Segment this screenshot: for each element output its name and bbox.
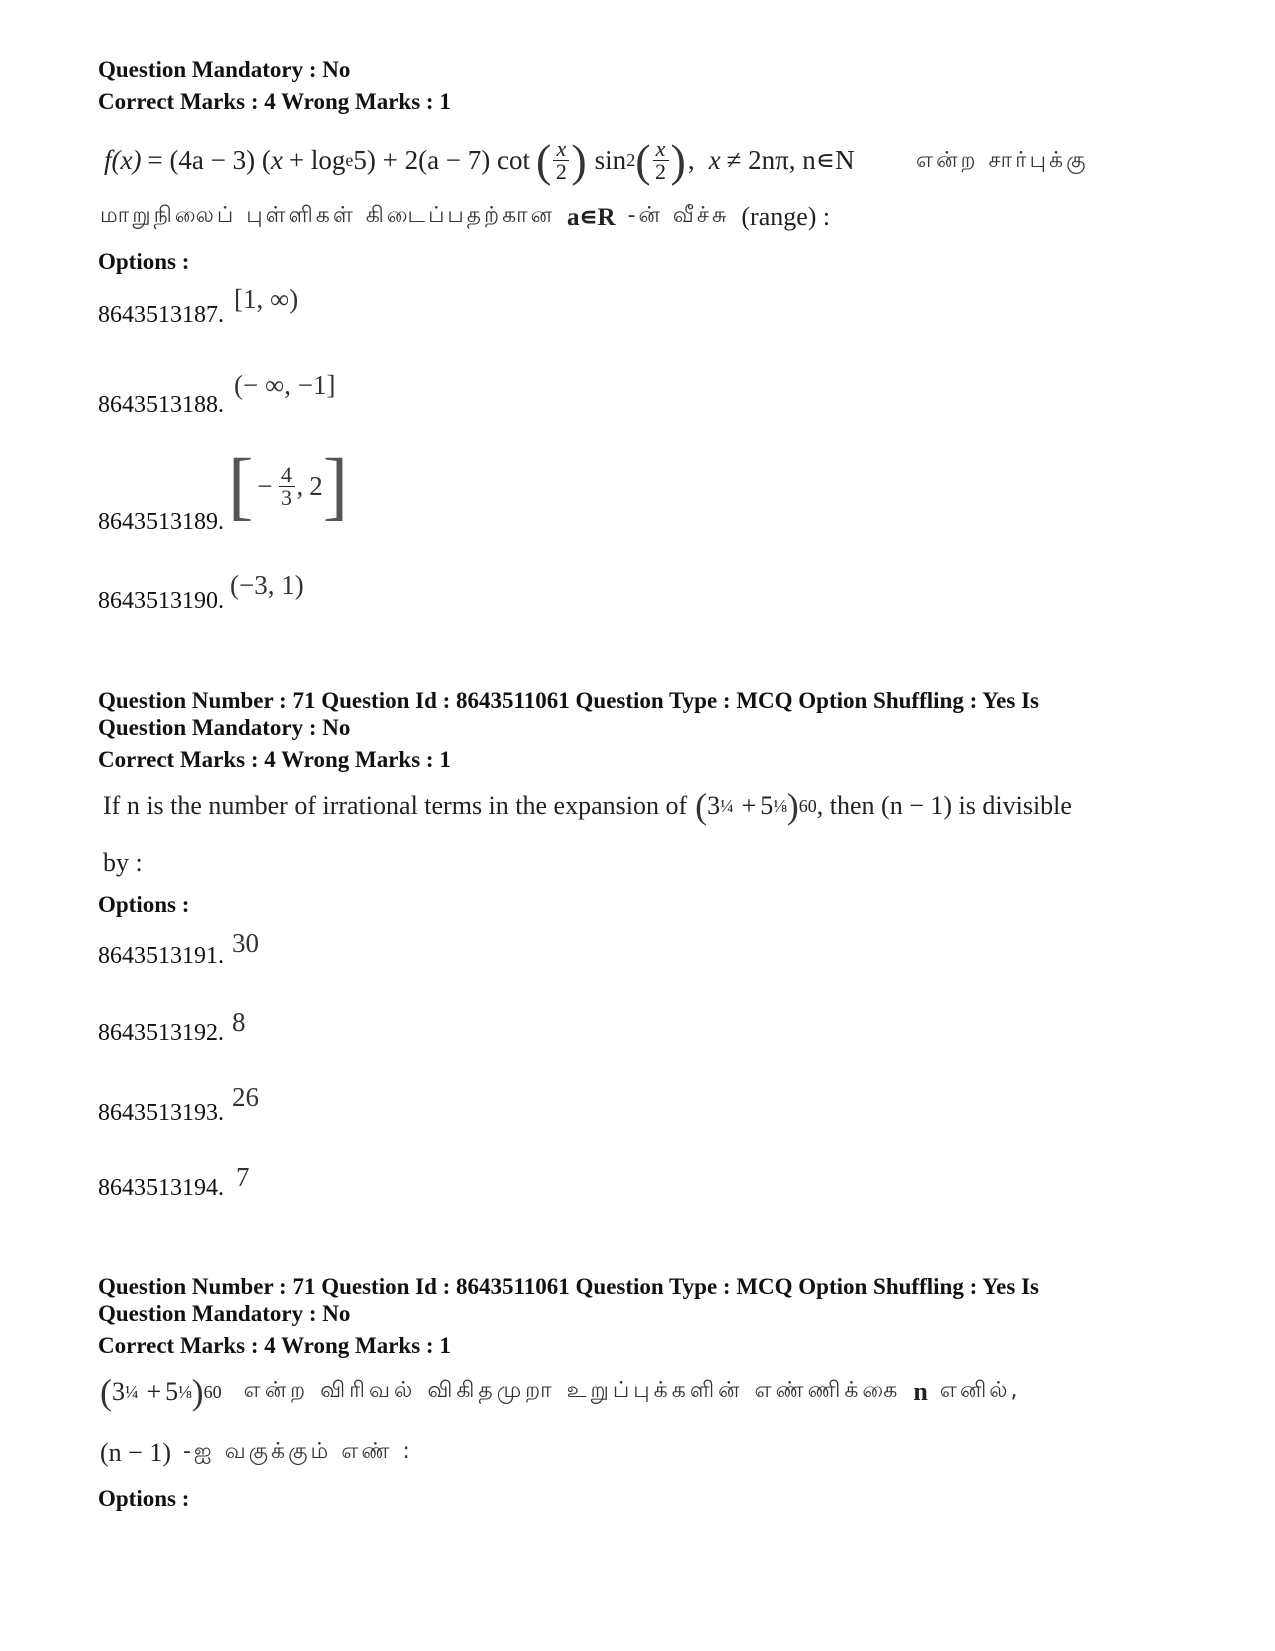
tamil-text: மாறுநிலைப் புள்ளிகள் கிடைப்பதற்கான — [100, 203, 556, 228]
question-mandatory-label: Question Mandatory : No — [98, 1301, 351, 1326]
question-text-part: by : — [103, 848, 143, 877]
exponent: ¼ — [720, 795, 734, 816]
paren-close: ) — [191, 1372, 204, 1412]
plus-sign: + — [146, 1377, 162, 1406]
power: 60 — [798, 795, 817, 816]
exponent: ⅛ — [178, 1381, 192, 1402]
question-line-2 — [100, 1438, 413, 1468]
option-value: [1, ∞) — [234, 284, 299, 314]
sin-power: 2 — [626, 149, 636, 170]
function-expression — [104, 128, 855, 192]
question-mandatory-label: Question Mandatory : No — [98, 57, 351, 82]
option-id: 8643513192. — [98, 1020, 224, 1046]
option-value — [228, 443, 349, 528]
question-line-2 — [100, 202, 830, 232]
question-text-part: If n is the number of irrational terms in the expansion of — [103, 791, 688, 820]
question-header: Question Number : 71 Question Id : 8643511061 Question Type : MCQ Option Shuffling : Yes Is — [98, 1274, 1039, 1299]
power: 60 — [203, 1381, 222, 1402]
option-value: 8 — [232, 1007, 246, 1037]
log-base: e — [345, 149, 354, 170]
plus-sign: + — [741, 791, 757, 820]
option-id: 8643513188. — [98, 392, 224, 418]
options-label: Options : — [98, 892, 190, 917]
expr-comma: , — [687, 144, 695, 175]
fraction-numerator: x — [556, 135, 567, 161]
expression: (n − 1) — [100, 1438, 171, 1467]
option-value: 7 — [236, 1162, 250, 1192]
expr-part: 5) + 2(a − 7) cot — [353, 144, 531, 175]
option-id: 8643513191. — [98, 943, 224, 969]
expr-var: x — [270, 144, 283, 175]
separator: , — [296, 470, 304, 501]
question-text — [100, 1366, 1021, 1418]
paren-open: ( — [695, 786, 708, 826]
exponent: ¼ — [125, 1381, 139, 1402]
base-number: 3 — [112, 1377, 125, 1406]
exponent: ⅛ — [773, 795, 787, 816]
tamil-text: என்ற விரிவல் விகிதமுறா உறுப்புக்களின் எண்ணிக்கை — [243, 1378, 902, 1403]
expr-sin: sin — [594, 144, 627, 175]
question-text — [103, 780, 1072, 832]
paren-close: ) — [786, 786, 799, 826]
marks-label: Correct Marks : 4 Wrong Marks : 1 — [98, 747, 451, 772]
fraction-denominator: 2 — [655, 158, 667, 184]
fraction — [553, 135, 569, 184]
fraction-numerator: x — [655, 135, 666, 161]
bracket-close: ] — [322, 443, 349, 528]
tamil-text: -ன் வீச்சு — [627, 203, 730, 228]
options-label: Options : — [98, 249, 190, 274]
tamil-text: என்ற சார்புக்கு — [916, 148, 1089, 173]
question-mandatory-label: Question Mandatory : No — [98, 715, 351, 740]
paren-close: ) — [670, 134, 686, 186]
domain-symbol: a∊R — [567, 204, 616, 231]
range-label: (range) : — [741, 202, 831, 231]
fraction-numerator: 4 — [281, 461, 293, 487]
fx-symbol: f(x) — [104, 144, 142, 175]
marks-label: Correct Marks : 4 Wrong Marks : 1 — [98, 89, 451, 114]
marks-label: Correct Marks : 4 Wrong Marks : 1 — [98, 1333, 451, 1358]
question-header: Question Number : 71 Question Id : 8643511061 Question Type : MCQ Option Shuffling : Yes Is — [98, 688, 1039, 713]
option-value: 30 — [232, 928, 259, 958]
option-id: 8643513190. — [98, 588, 224, 614]
upper-bound: 2 — [309, 470, 323, 501]
minus-sign: − — [257, 470, 273, 501]
paren-open: ( — [536, 134, 552, 186]
fraction — [653, 135, 669, 184]
expr-condition: ≠ 2nπ, n∊N — [726, 144, 855, 175]
expr-var: x — [708, 144, 721, 175]
option-id: 8643513187. — [98, 302, 224, 328]
option-id: 8643513193. — [98, 1100, 224, 1126]
option-value: (− ∞, −1] — [234, 370, 336, 400]
bracket-open: [ — [228, 443, 254, 528]
tamil-text: எனில், — [939, 1378, 1021, 1403]
paren-open: ( — [635, 134, 651, 186]
fraction-denominator: 2 — [555, 158, 567, 184]
expr-log: + log — [288, 144, 346, 175]
fraction — [279, 461, 295, 510]
paren-open: ( — [100, 1372, 112, 1412]
paren-close: ) — [571, 134, 587, 186]
question-text-part: , then (n − 1) is divisible — [816, 791, 1072, 820]
base-number: 3 — [707, 791, 721, 820]
fraction-denominator: 3 — [281, 484, 293, 510]
option-value: (−3, 1) — [230, 570, 304, 600]
base-number: 5 — [760, 791, 774, 820]
options-label: Options : — [98, 1486, 190, 1511]
option-id: 8643513194. — [98, 1175, 224, 1201]
expr-part: = (4a − 3) ( — [147, 144, 271, 175]
variable-n: n — [913, 1377, 928, 1406]
option-value: 26 — [232, 1082, 259, 1112]
base-number: 5 — [165, 1377, 179, 1406]
option-id: 8643513189. — [98, 509, 224, 535]
tamil-text: -ஐ வகுக்கும் எண் : — [182, 1439, 413, 1464]
